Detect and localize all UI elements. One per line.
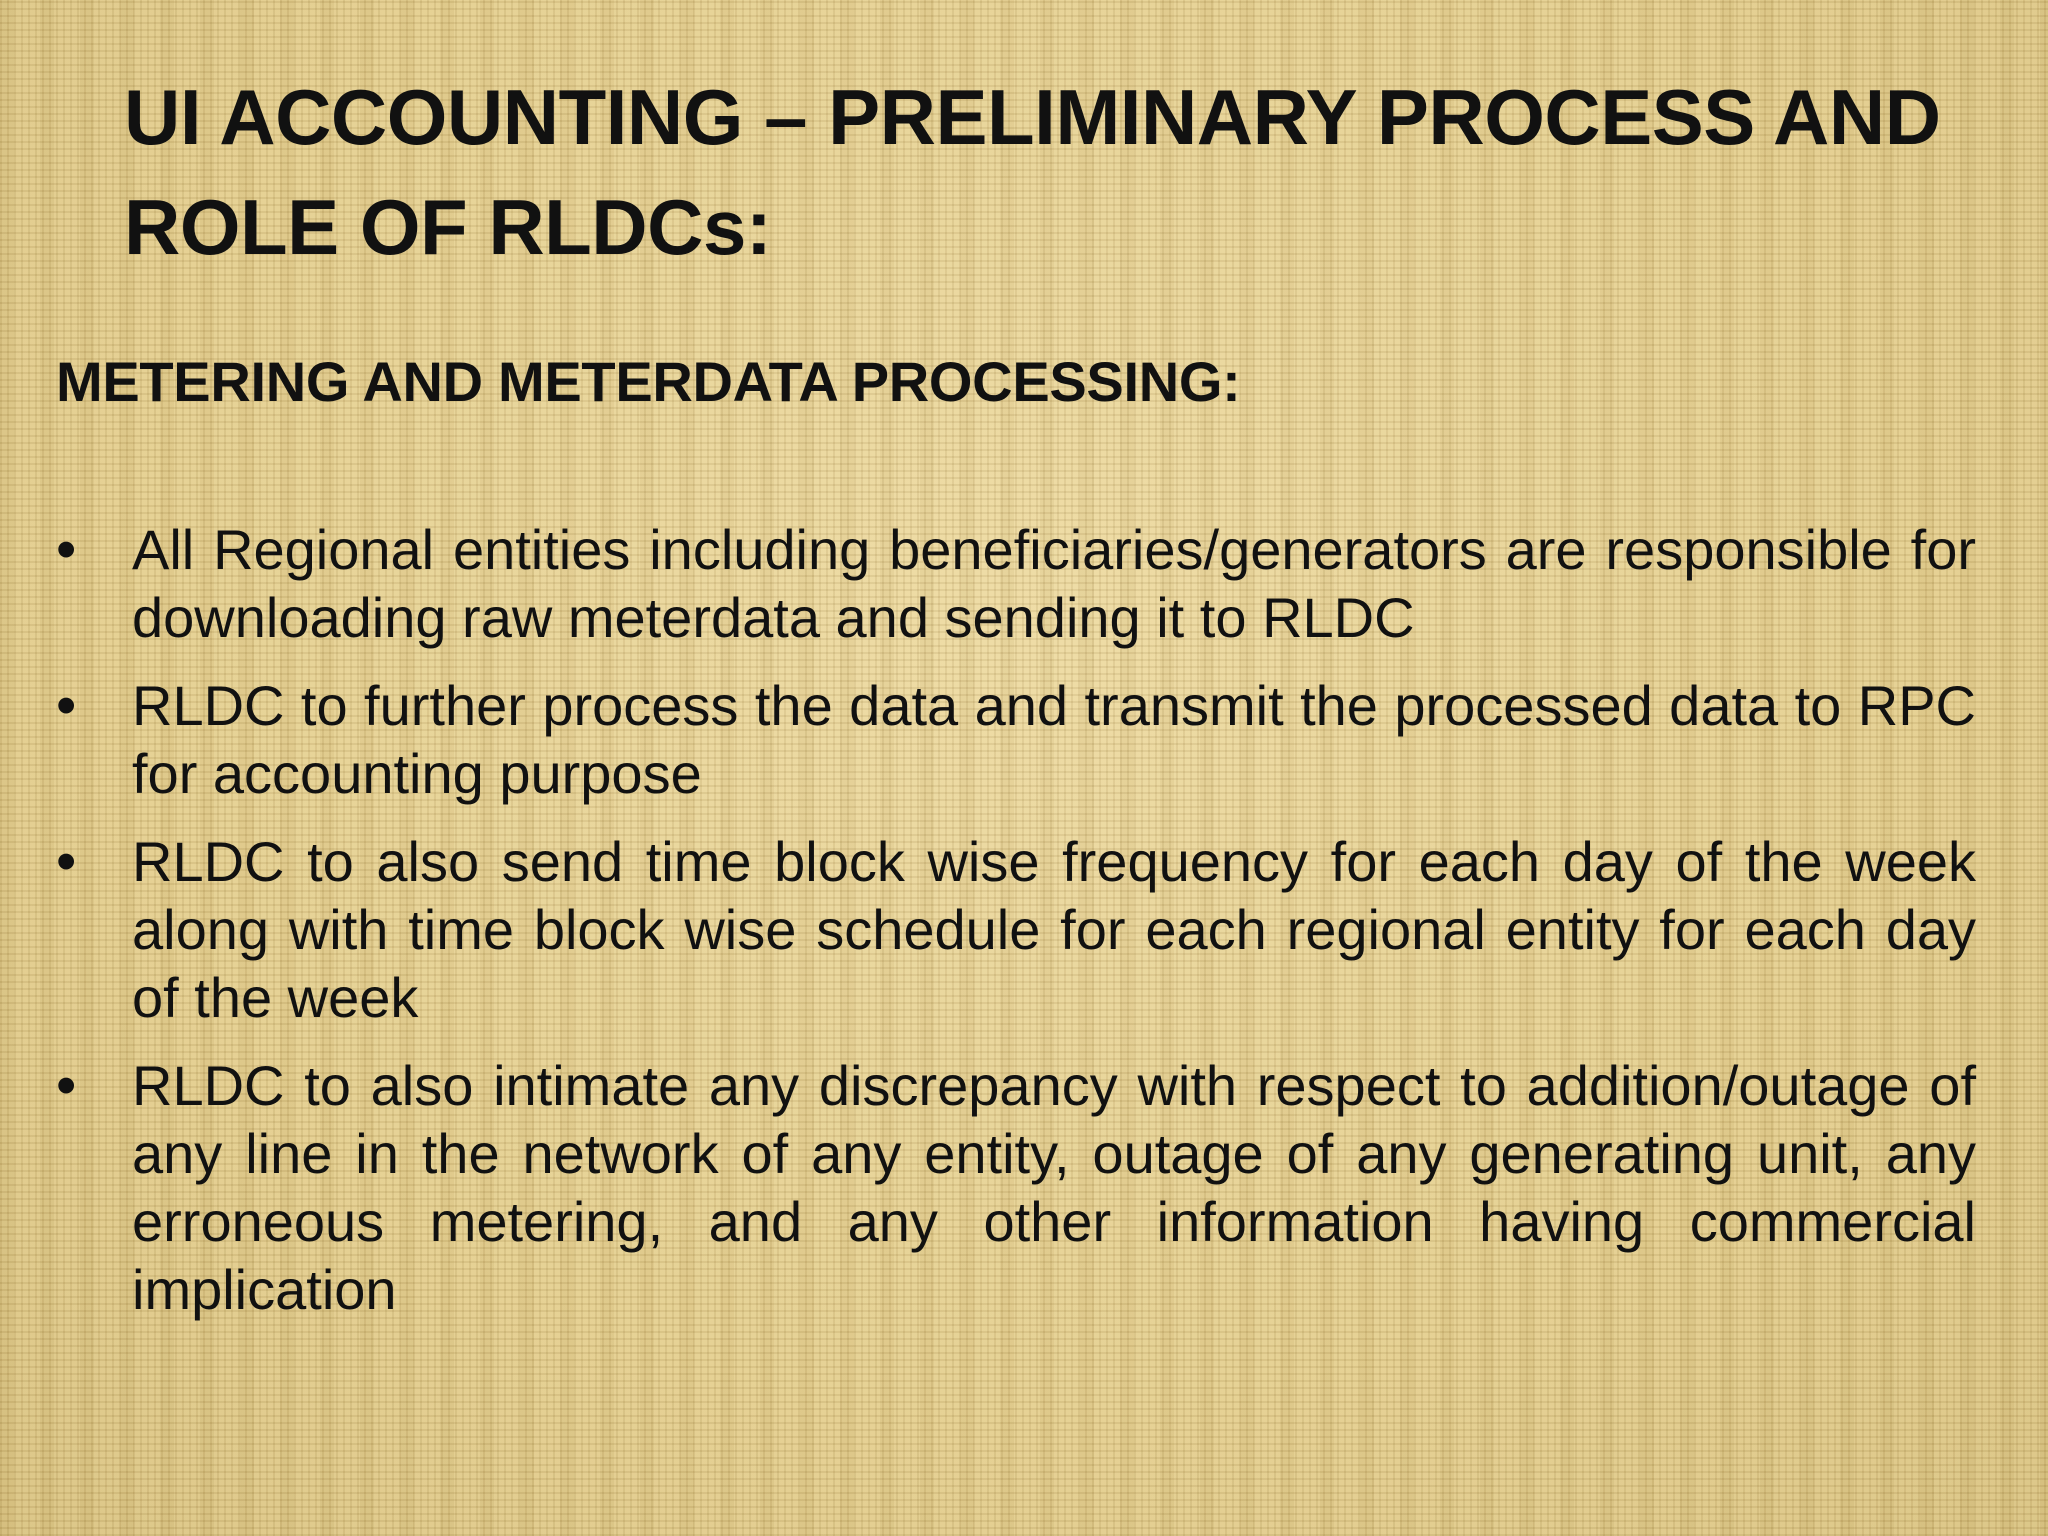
bullet-dot-icon: • bbox=[56, 517, 77, 582]
bullet-text: All Regional entities including beneficiaries/generators are responsible for downloading raw meterdata and sending it to RLDC bbox=[132, 518, 1976, 649]
bullet-text: RLDC to also intimate any discrepancy with respect to addition/outage of any line in the network of any entity, outage of any generating unit, any erroneous metering, and any other information having commercial implication bbox=[132, 1054, 1976, 1321]
bullet-dot-icon: • bbox=[56, 673, 77, 738]
bullet-list bbox=[56, 516, 1976, 1344]
bullet-item bbox=[56, 828, 1976, 1032]
bullet-dot-icon: • bbox=[56, 829, 77, 894]
bullet-text: RLDC to also send time block wise frequency for each day of the week along with time block wise schedule for each regional entity for each day of the week bbox=[132, 830, 1976, 1029]
section-heading: METERING AND METERDATA PROCESSING: bbox=[56, 350, 1241, 413]
bullet-item bbox=[56, 672, 1976, 808]
bullet-item bbox=[56, 516, 1976, 652]
slide-title: UI ACCOUNTING – PRELIMINARY PROCESS AND ROLE OF RLDCs: bbox=[124, 73, 1941, 271]
bullet-dot-icon: • bbox=[56, 1053, 77, 1118]
bullet-item bbox=[56, 1052, 1976, 1324]
bullet-text: RLDC to further process the data and transmit the processed data to RPC for accounting purpose bbox=[132, 674, 1976, 805]
